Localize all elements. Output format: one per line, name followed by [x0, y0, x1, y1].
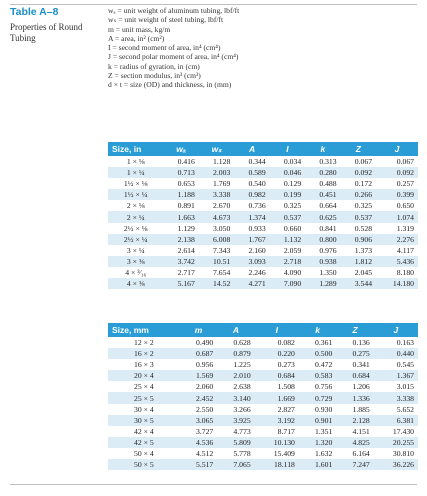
value-cell: 1.769 — [213, 179, 231, 189]
value-cell: 1.812 — [341, 256, 376, 267]
value-cell: 0.540 — [248, 179, 266, 189]
value-cell: 1.129 — [177, 223, 195, 233]
value-cell: 2.060 — [195, 382, 214, 392]
value-cell: 5.517 — [180, 459, 217, 470]
size-cell: 4 × ³⁄₁₆ — [125, 267, 147, 277]
value-cell: 0.901 — [299, 415, 336, 426]
value-cell: 0.756 — [315, 382, 333, 392]
value-cell: 3.192 — [255, 415, 299, 426]
value-cell: 2.452 — [180, 392, 217, 403]
table-row — [108, 189, 418, 200]
value-cell: 0.583 — [299, 370, 336, 381]
value-cell: 0.440 — [374, 348, 418, 359]
value-cell: 0.092 — [376, 167, 418, 178]
value-cell: 0.325 — [283, 201, 302, 211]
value-cell: 10.130 — [255, 437, 299, 448]
size-cell: 12 × 2 — [134, 338, 154, 348]
size-cell: 16 × 2 — [108, 348, 180, 359]
value-cell: 0.687 — [180, 348, 217, 359]
value-cell: 3.544 — [341, 278, 376, 289]
value-cell: 0.653 — [177, 179, 195, 189]
value-cell: 1.885 — [352, 404, 370, 414]
size-cell: 25 × 4 — [134, 382, 154, 392]
value-cell: 0.628 — [233, 338, 251, 348]
table-row — [108, 381, 418, 392]
value-cell: 1.289 — [305, 278, 340, 289]
value-cell: 7.247 — [336, 459, 373, 470]
value-cell: 0.220 — [255, 348, 299, 359]
table-row — [108, 156, 418, 167]
value-cell: 1.601 — [299, 459, 336, 470]
value-cell: 7.090 — [270, 278, 305, 289]
table-row — [108, 223, 418, 234]
size-cell: 2½ × ¼ — [108, 234, 163, 245]
column-header: k — [305, 142, 340, 156]
value-cell: 2.003 — [199, 167, 234, 178]
legend-line: k = radius of gyration, in (cm) — [108, 61, 200, 71]
legend-line: d × t = size (OD) and thickness, in (mm) — [108, 80, 232, 90]
table-row — [108, 359, 418, 370]
value-cell: 0.736 — [248, 201, 266, 211]
value-cell: 4.773 — [233, 426, 251, 436]
value-cell: 1.336 — [336, 392, 373, 403]
value-cell: 0.266 — [341, 189, 376, 200]
table-row — [108, 178, 418, 189]
value-cell: 0.589 — [234, 167, 269, 178]
value-cell: 1.374 — [234, 211, 269, 222]
column-header: Z — [336, 323, 373, 337]
value-cell: 36.226 — [374, 459, 418, 470]
value-cell: 5.809 — [217, 437, 254, 448]
legend-line: Z = section modulus, in³ (cm³) — [108, 71, 201, 81]
column-header: I — [255, 323, 299, 337]
column-header: Z — [341, 142, 376, 156]
legend-line: wₛ = unit weight of steel tubing, lbf/ft — [108, 15, 224, 25]
value-cell: 0.729 — [299, 392, 336, 403]
value-cell: 4.151 — [352, 426, 370, 436]
table-label: Table A–8 — [10, 6, 59, 18]
symbol-legend — [108, 6, 239, 90]
value-cell: 0.067 — [354, 157, 373, 167]
value-cell: 0.361 — [315, 338, 333, 348]
table-row — [108, 370, 418, 381]
value-cell: 5.652 — [396, 404, 414, 414]
value-cell: 0.800 — [305, 234, 340, 245]
column-header: A — [217, 323, 254, 337]
value-cell: 1.569 — [180, 370, 217, 381]
value-cell: 0.416 — [177, 157, 195, 167]
value-cell: 3.338 — [199, 189, 234, 200]
value-cell: 1.128 — [213, 157, 231, 167]
table-title-line: Properties of Round — [10, 22, 83, 32]
value-cell: 20.255 — [374, 437, 418, 448]
table-row — [108, 448, 418, 459]
value-cell: 17.430 — [392, 426, 414, 436]
value-cell: 3.050 — [213, 223, 231, 233]
table-title-line: Tubing — [10, 33, 36, 43]
table-row — [108, 234, 418, 245]
value-cell: 6.008 — [199, 234, 234, 245]
value-cell: 14.180 — [376, 278, 418, 289]
bottom-rule — [10, 484, 417, 485]
size-cell: 4 × ⅜ — [108, 278, 163, 289]
value-cell: 0.930 — [315, 404, 333, 414]
value-cell: 2.276 — [376, 234, 418, 245]
table-header-row — [108, 323, 418, 337]
value-cell: 2.160 — [248, 245, 266, 255]
value-cell: 0.684 — [336, 370, 373, 381]
value-cell: 0.982 — [234, 189, 269, 200]
value-cell: 1.225 — [233, 360, 251, 370]
value-cell: 0.092 — [341, 167, 376, 178]
table-row — [108, 267, 418, 278]
table-row — [108, 256, 418, 267]
value-cell: 2.138 — [163, 234, 198, 245]
value-cell: 6.164 — [352, 448, 370, 458]
size-cell: 2 × ⅛ — [126, 201, 145, 211]
value-cell: 1.508 — [277, 382, 295, 392]
value-cell: 0.067 — [396, 157, 414, 167]
table-row — [108, 392, 418, 403]
value-cell: 4.090 — [283, 267, 302, 277]
value-cell: 1.320 — [299, 437, 336, 448]
table-row — [108, 426, 418, 437]
value-cell: 0.933 — [248, 223, 266, 233]
value-cell: 0.841 — [319, 223, 337, 233]
legend-line: I = second moment of area, in⁴ (cm⁴) — [108, 43, 221, 53]
value-cell: 3.015 — [396, 382, 414, 392]
value-cell: 4.536 — [180, 437, 217, 448]
table-row — [108, 459, 418, 470]
value-cell: 0.490 — [195, 338, 214, 348]
value-cell: 1.373 — [354, 245, 373, 255]
value-cell: 0.399 — [376, 189, 418, 200]
legend-line: A = area, in² (cm²) — [108, 33, 165, 43]
value-cell: 0.625 — [305, 211, 340, 222]
column-header: J — [374, 323, 418, 337]
value-cell: 5.167 — [163, 278, 198, 289]
value-cell: 0.136 — [352, 338, 370, 348]
column-header: I — [270, 142, 305, 156]
value-cell: 0.129 — [283, 179, 302, 189]
column-header: A — [234, 142, 269, 156]
value-cell: 0.280 — [305, 167, 340, 178]
table-row — [108, 415, 418, 426]
value-cell: 2.827 — [277, 404, 295, 414]
value-cell: 0.976 — [319, 245, 337, 255]
value-cell: 5.436 — [376, 256, 418, 267]
value-cell: 3.338 — [374, 392, 418, 403]
value-cell: 0.341 — [352, 360, 370, 370]
value-cell: 0.500 — [299, 348, 336, 359]
value-cell: 0.906 — [341, 234, 376, 245]
table-row — [108, 404, 418, 415]
legend-line: wₐ = unit weight of aluminum tubing, lbf/ft — [108, 6, 240, 15]
value-cell: 0.891 — [177, 201, 195, 211]
size-cell: 16 × 3 — [134, 360, 154, 370]
value-cell: 2.550 — [195, 404, 214, 414]
value-cell: 1.206 — [352, 382, 370, 392]
size-cell: 2½ × ⅛ — [123, 223, 148, 233]
value-cell: 0.172 — [354, 179, 373, 189]
value-cell: 0.257 — [396, 179, 414, 189]
value-cell: 0.325 — [354, 201, 373, 211]
table-row — [108, 278, 418, 289]
size-cell: 50 × 5 — [108, 459, 180, 470]
value-cell: 1.663 — [163, 211, 198, 222]
value-cell: 15.409 — [273, 448, 295, 458]
legend-line: m = unit mass, kg/m — [108, 24, 171, 34]
size-cell: 1½ × ⅛ — [123, 179, 148, 189]
value-cell: 5.778 — [233, 448, 251, 458]
value-cell: 0.664 — [319, 201, 337, 211]
table-row — [108, 245, 418, 256]
value-cell: 0.528 — [354, 223, 373, 233]
table-title — [10, 22, 102, 44]
legend-line: J = second polar moment of area, in⁴ (cm⁴) — [108, 52, 239, 62]
value-cell: 2.059 — [283, 245, 302, 255]
size-cell: 1 × ⅛ — [126, 157, 145, 167]
column-header: k — [299, 323, 336, 337]
column-header: m — [180, 323, 217, 337]
value-cell: 1.351 — [315, 426, 333, 436]
value-cell: 30.810 — [392, 448, 414, 458]
column-header: Size, mm — [108, 323, 180, 337]
table-row — [108, 211, 418, 222]
value-cell: 2.718 — [270, 256, 305, 267]
size-cell: 42 × 4 — [134, 426, 154, 436]
size-cell: 1 × ¼ — [108, 167, 163, 178]
value-cell: 0.451 — [305, 189, 340, 200]
value-cell: 2.128 — [336, 415, 373, 426]
value-cell: 0.660 — [283, 223, 302, 233]
value-cell: 0.537 — [341, 211, 376, 222]
value-cell: 0.344 — [248, 157, 266, 167]
value-cell: 0.537 — [270, 211, 305, 222]
size-cell: 1½ × ¼ — [108, 189, 163, 200]
value-cell: 0.879 — [217, 348, 254, 359]
value-cell: 4.673 — [199, 211, 234, 222]
value-cell: 3.093 — [234, 256, 269, 267]
value-cell: 2.670 — [213, 201, 231, 211]
size-cell: 30 × 5 — [108, 415, 180, 426]
value-cell: 7.343 — [213, 245, 231, 255]
value-cell: 0.313 — [319, 157, 337, 167]
table-row — [108, 200, 418, 211]
value-cell: 2.717 — [177, 267, 195, 277]
table-caption — [10, 6, 102, 44]
value-cell: 4.825 — [336, 437, 373, 448]
value-cell: 3.742 — [163, 256, 198, 267]
value-cell: 3.925 — [217, 415, 254, 426]
value-cell: 3.727 — [195, 426, 214, 436]
value-cell: 8.180 — [396, 267, 414, 277]
table-row — [108, 337, 418, 348]
size-cell: 42 × 5 — [108, 437, 180, 448]
table-row — [108, 167, 418, 178]
column-header: Size, in — [108, 142, 163, 156]
value-cell: 8.717 — [277, 426, 295, 436]
value-cell: 1.188 — [163, 189, 198, 200]
value-cell: 2.010 — [217, 370, 254, 381]
value-cell: 3.140 — [217, 392, 254, 403]
table-row — [108, 348, 418, 359]
value-cell: 3.266 — [233, 404, 251, 414]
value-cell: 1.367 — [374, 370, 418, 381]
value-cell: 2.638 — [233, 382, 251, 392]
metric-properties-table — [108, 323, 418, 470]
top-rule — [10, 4, 417, 5]
value-cell: 0.545 — [396, 360, 414, 370]
value-cell: 2.045 — [354, 267, 373, 277]
size-cell: 25 × 5 — [108, 392, 180, 403]
size-cell: 3 × ¼ — [126, 245, 145, 255]
value-cell: 2.614 — [177, 245, 195, 255]
size-cell: 2 × ¼ — [108, 211, 163, 222]
value-cell: 0.034 — [283, 157, 302, 167]
value-cell: 1.669 — [255, 392, 299, 403]
value-cell: 0.713 — [163, 167, 198, 178]
value-cell: 0.488 — [319, 179, 337, 189]
value-cell: 14.52 — [199, 278, 234, 289]
value-cell: 1.767 — [234, 234, 269, 245]
column-header: wₐ — [163, 142, 198, 156]
value-cell: 18.118 — [255, 459, 299, 470]
value-cell: 4.117 — [396, 245, 414, 255]
table-header-row — [108, 142, 418, 156]
column-header: wₛ — [199, 142, 234, 156]
value-cell: 0.275 — [336, 348, 373, 359]
value-cell: 0.273 — [277, 360, 295, 370]
value-cell: 0.956 — [195, 360, 214, 370]
value-cell: 0.650 — [396, 201, 414, 211]
value-cell: 1.132 — [270, 234, 305, 245]
value-cell: 0.938 — [305, 256, 340, 267]
value-cell: 6.381 — [374, 415, 418, 426]
size-cell: 20 × 4 — [108, 370, 180, 381]
value-cell: 0.163 — [396, 338, 414, 348]
value-cell: 4.512 — [195, 448, 214, 458]
value-cell: 7.654 — [213, 267, 231, 277]
value-cell: 4.271 — [234, 278, 269, 289]
value-cell: 10.51 — [199, 256, 234, 267]
value-cell: 3.065 — [180, 415, 217, 426]
column-header: J — [376, 142, 418, 156]
value-cell: 0.082 — [277, 338, 295, 348]
value-cell: 1.074 — [376, 211, 418, 222]
value-cell: 0.472 — [315, 360, 333, 370]
inch-properties-table — [108, 142, 418, 289]
value-cell: 1.632 — [315, 448, 333, 458]
value-cell: 1.319 — [396, 223, 414, 233]
value-cell: 0.684 — [255, 370, 299, 381]
value-cell: 2.246 — [248, 267, 266, 277]
size-cell: 3 × ⅜ — [108, 256, 163, 267]
size-cell: 30 × 4 — [134, 404, 154, 414]
table-row — [108, 437, 418, 448]
value-cell: 0.046 — [270, 167, 305, 178]
value-cell: 1.350 — [319, 267, 337, 277]
value-cell: 7.065 — [217, 459, 254, 470]
size-cell: 50 × 4 — [134, 448, 154, 458]
value-cell: 0.199 — [270, 189, 305, 200]
